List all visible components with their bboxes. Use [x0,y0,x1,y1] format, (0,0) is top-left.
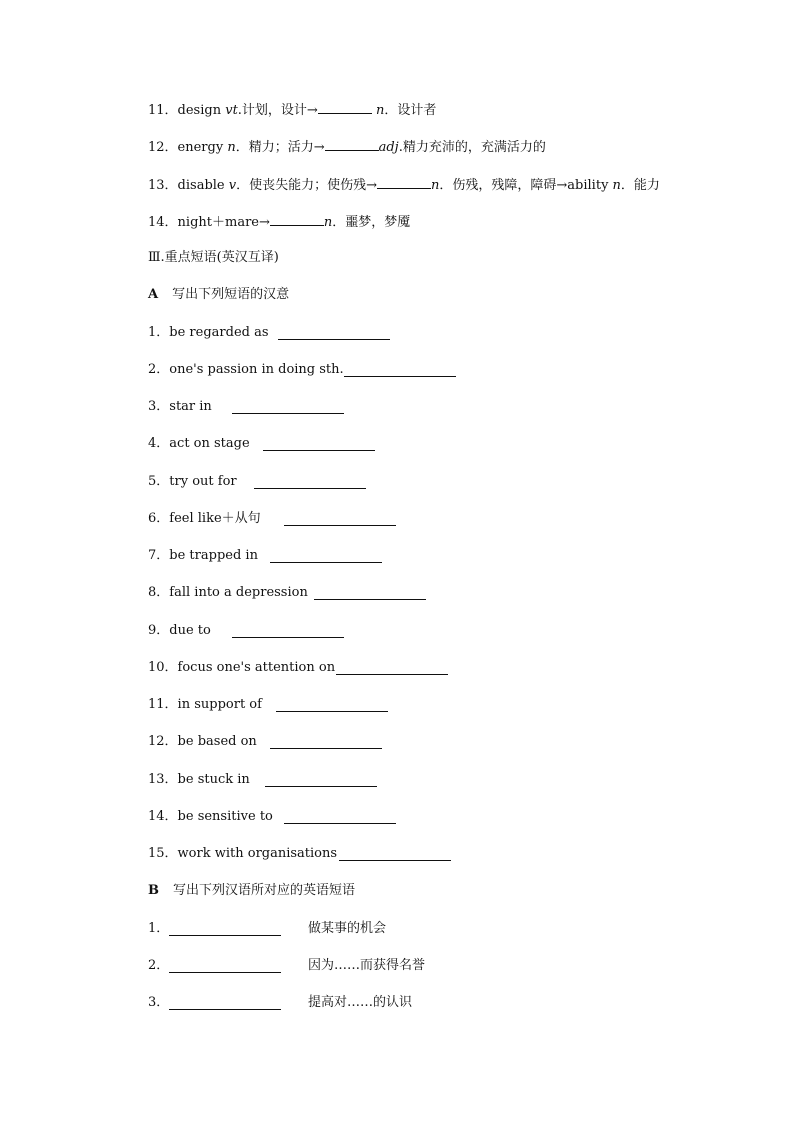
phrase-item [148,435,250,453]
phrase-number: 15． [148,846,178,861]
part-b-title: 写出下列汉语所对应的英语短语 [173,883,356,898]
answer-blank[interactable] [284,512,396,526]
part-b-label: B [148,883,159,898]
part-of-speech: n [375,103,385,118]
part-a-header [148,286,289,304]
phrase-text: one's passion in doing sth. [169,362,344,377]
part-of-speech: vt [225,103,238,118]
phrase-item [148,584,308,602]
section-title: Ⅲ.重点短语(英汉互译) [148,250,279,265]
vocab-derived-meaning: ．能力 [620,178,660,193]
vocab-derived-meaning: ．设计者 [384,103,437,118]
phrase-item [148,622,211,640]
phrase-item [148,994,413,1012]
part-of-speech: n [612,178,621,193]
phrase-text: be stuck in [177,772,250,787]
phrase-item [148,547,258,565]
phrase-item [148,398,212,416]
answer-blank[interactable] [284,810,396,824]
answer-blank[interactable] [314,586,426,600]
phrase-item [148,361,344,379]
phrase-item [148,510,261,528]
phrase-number: 2． [148,362,170,377]
phrase-text: work with organisations [177,846,338,861]
phrase-text: be based on [177,734,257,749]
vocab-number: 14． [148,215,178,230]
vocab-word: energy [177,140,228,155]
vocab-item-12 [148,137,546,155]
phrase-text: try out for [169,474,237,489]
phrase-item [148,957,426,975]
phrase-number: 9． [148,623,170,638]
vocab-meaning: ．使丧失能力；使伤残→ [236,178,378,193]
phrase-number: 13． [148,772,178,787]
phrase-item [148,920,387,938]
phrase-item [148,733,257,751]
answer-blank[interactable] [339,847,451,861]
vocab-derived-meaning: ．噩梦，梦魇 [332,215,411,230]
phrase-item [148,845,337,863]
part-of-speech: n [323,215,333,230]
answer-blank[interactable] [270,549,382,563]
answer-blank[interactable] [169,959,281,973]
answer-blank[interactable] [232,400,344,414]
vocab-item-11 [148,100,436,118]
part-of-speech: adj [378,140,399,155]
answer-blank[interactable] [263,437,375,451]
phrase-number: 7． [148,548,170,563]
phrase-item [148,771,250,789]
answer-blank[interactable] [169,922,281,936]
phrase-text: due to [169,623,211,638]
vocab-meaning: .计划，设计→ [237,103,318,118]
phrase-item [148,324,269,342]
phrase-text: act on stage [169,436,250,451]
phrase-number: 8． [148,585,170,600]
phrase-text: feel like＋从句 [169,511,261,526]
answer-blank[interactable] [336,661,448,675]
vocab-word: night＋mare→ [177,215,270,230]
part-a-title: 写出下列短语的汉意 [172,287,290,302]
phrase-item [148,473,237,491]
phrase-item [148,808,273,826]
answer-blank[interactable] [325,137,379,151]
vocab-word: disable [177,178,229,193]
phrase-number: 4． [148,436,170,451]
part-a-label: A [148,287,159,302]
phrase-text: focus one's attention on [177,660,336,675]
phrase-number: 5． [148,474,170,489]
phrase-text: 因为……而获得名誉 [308,958,426,973]
phrase-number: 1． [148,325,170,340]
answer-blank[interactable] [377,175,431,189]
vocab-item-13 [148,175,660,193]
vocab-number: 13． [148,178,178,193]
part-of-speech: v [228,178,237,193]
vocab-item-14 [148,212,410,230]
vocab-number: 12． [148,140,178,155]
phrase-text: in support of [177,697,262,712]
part-of-speech: n [431,178,440,193]
phrase-text: fall into a depression [169,585,308,600]
vocab-word: design [177,103,226,118]
phrase-text: star in [169,399,212,414]
phrase-number: 6． [148,511,170,526]
phrase-number: 3． [148,399,170,414]
phrase-number: 11． [148,697,178,712]
phrase-item [148,696,262,714]
part-b-header [148,882,355,900]
phrase-number: 14． [148,809,178,824]
phrase-text: be sensitive to [177,809,273,824]
answer-blank[interactable] [344,363,456,377]
answer-blank[interactable] [270,735,382,749]
answer-blank[interactable] [265,773,377,787]
phrase-number: 1． [148,921,170,936]
answer-blank[interactable] [169,996,281,1010]
vocab-derived-meaning: ．伤残，残障，障碍→ability [439,178,613,193]
answer-blank[interactable] [232,624,344,638]
answer-blank[interactable] [276,698,388,712]
phrase-text: 提高对……的认识 [308,995,413,1010]
phrase-number: 3． [148,995,170,1010]
phrase-text: be trapped in [169,548,258,563]
answer-blank[interactable] [318,100,372,114]
part-of-speech: n [227,140,236,155]
answer-blank[interactable] [270,212,324,226]
answer-blank[interactable] [254,475,366,489]
phrase-number: 10． [148,660,178,675]
vocab-meaning: ．精力；活力→ [235,140,325,155]
phrase-text: be regarded as [169,325,269,340]
phrase-item [148,659,335,677]
phrase-number: 2． [148,958,170,973]
vocab-number: 11． [148,103,178,118]
phrase-number: 12． [148,734,178,749]
answer-blank[interactable] [278,326,390,340]
vocab-derived-meaning: .精力充沛的，充满活力的 [398,140,546,155]
phrase-text: 做某事的机会 [308,921,387,936]
